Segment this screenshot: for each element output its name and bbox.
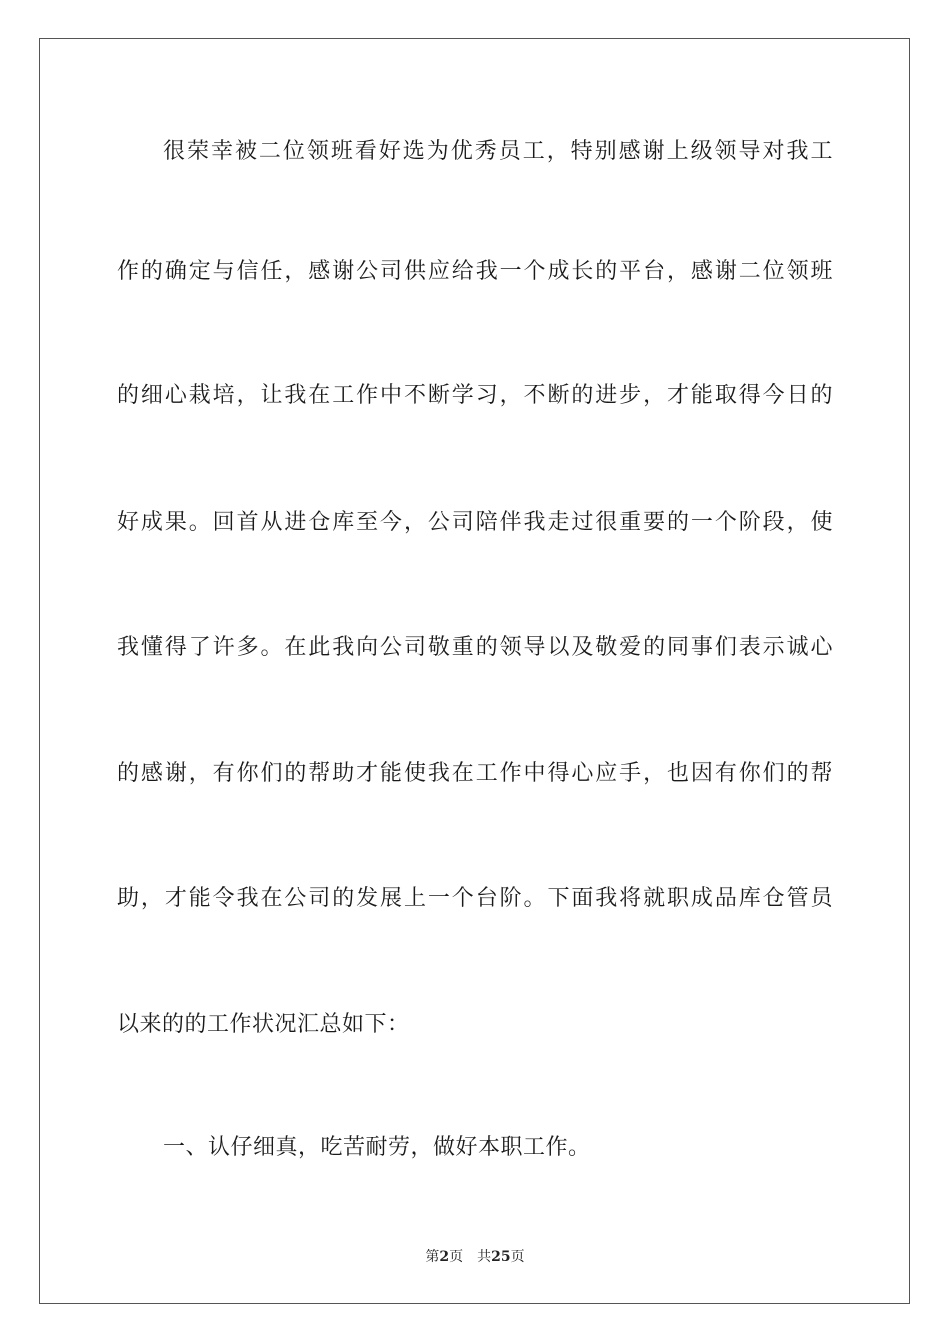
footer-page-prefix: 第 (425, 1249, 440, 1265)
paragraph-line-1: 很荣幸被二位领班看好选为优秀员工，特别感谢上级领导对我工 (163, 139, 833, 164)
footer-page-suffix: 页 (449, 1249, 464, 1265)
paragraph-line-6: 的感谢，有你们的帮助才能使我在工作中得心应手，也因有你们的帮 (117, 761, 833, 786)
paragraph-line-7: 助，才能令我在公司的发展上一个台阶。下面我将就职成品库仓管员 (117, 886, 833, 911)
paragraph-line-4: 好成果。回首从进仓库至今，公司陪伴我走过很重要的一个阶段，使 (117, 510, 833, 535)
page-border (39, 38, 910, 1304)
footer-total-number: 25 (491, 1249, 511, 1265)
page-footer (0, 1248, 950, 1266)
paragraph-line-2: 作的确定与信任，感谢公司供应给我一个成长的平台，感谢二位领班 (117, 259, 833, 284)
paragraph-line-3: 的细心栽培，让我在工作中不断学习，不断的进步，才能取得今日的 (117, 383, 833, 408)
paragraph-line-8: 以来的的工作状况汇总如下： (117, 1012, 410, 1037)
footer-total-suffix: 页 (510, 1249, 525, 1265)
footer-total-prefix: 共 (477, 1249, 492, 1265)
paragraph-line-5: 我懂得了许多。在此我向公司敬重的领导以及敬爱的同事们表示诚心 (117, 635, 833, 660)
section-heading-1: 一、认仔细真，吃苦耐劳，做好本职工作。 (163, 1135, 591, 1160)
footer-page-number: 2 (439, 1249, 450, 1265)
